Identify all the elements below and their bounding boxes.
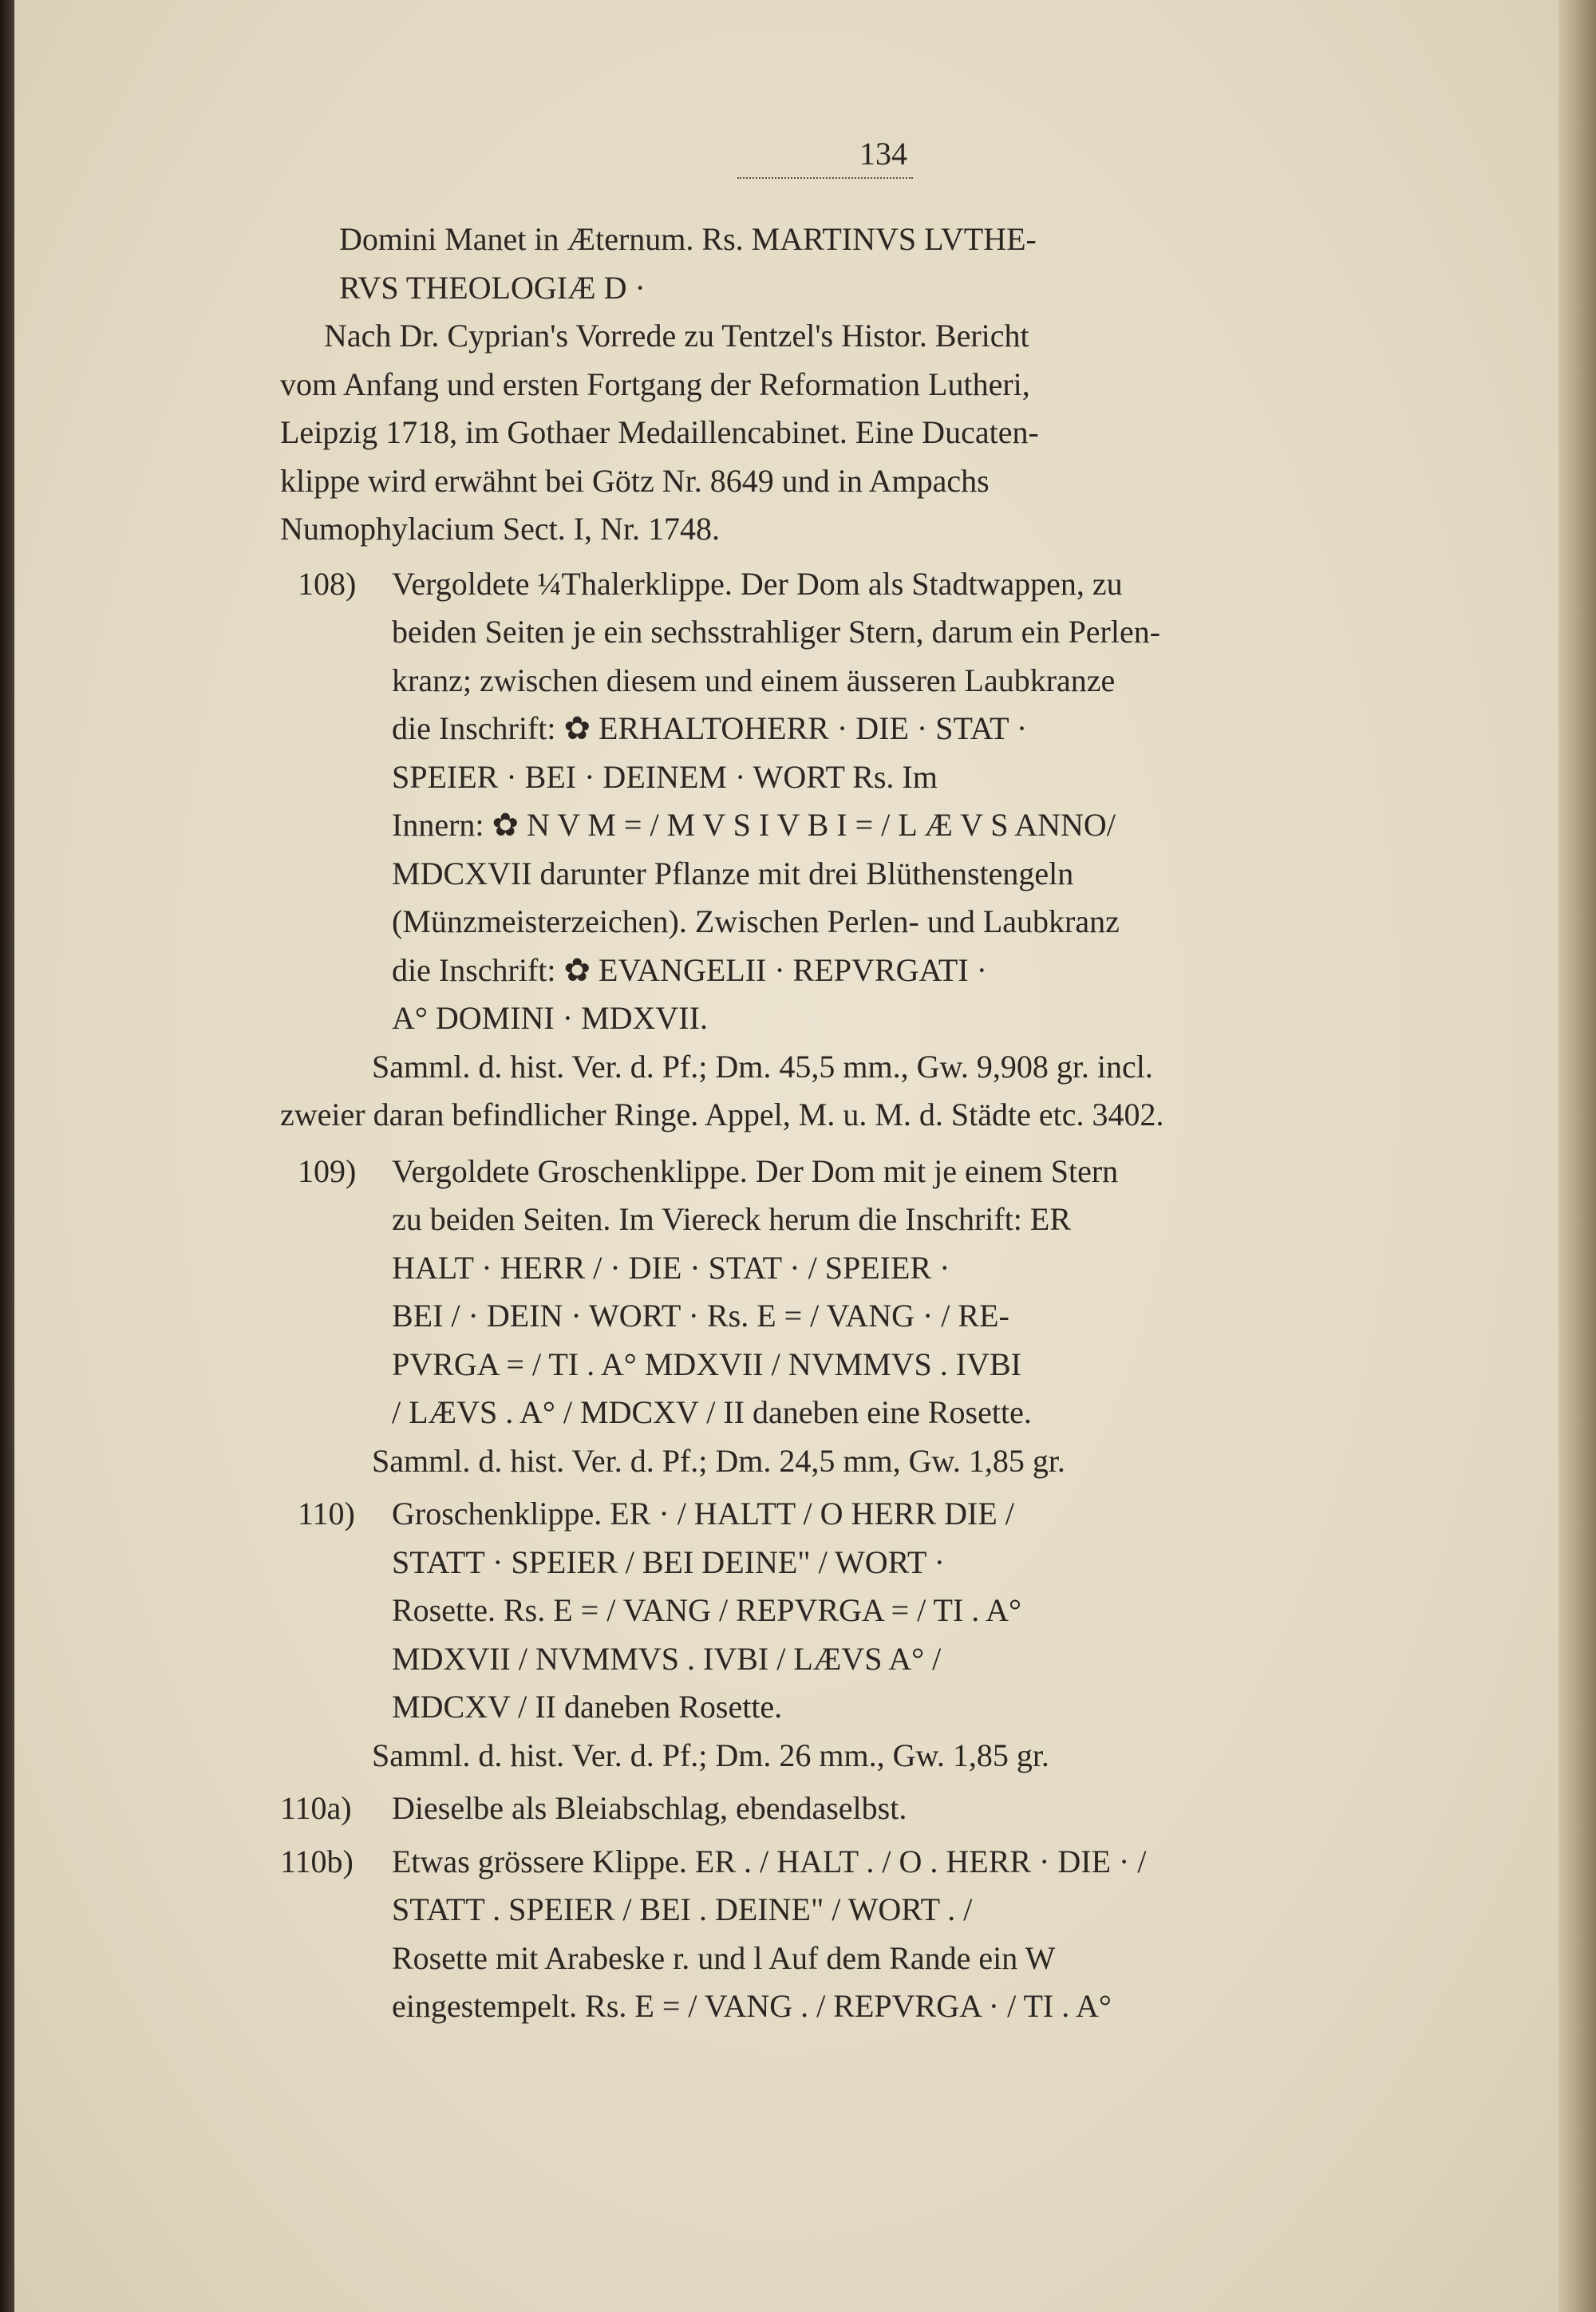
entry-number: 110) (298, 1496, 355, 1531)
text-line: MDXVII / NVMMVS . IVBI / LÆVS A° / (392, 1640, 942, 1677)
text-line: beiden Seiten je ein sechsstrahliger Stern, darum ein Perlen- (392, 614, 1161, 650)
intro-paragraph (280, 215, 1381, 554)
text-line: Numophylacium Sect. I, Nr. 1748. (280, 511, 721, 547)
text-line: Innern: ✿ N V M = / M V S I V B I = / L Æ V S ANNO/ (392, 807, 1116, 843)
entry-number: 108) (298, 565, 357, 602)
text-line: Samml. d. hist. Ver. d. Pf.; Dm. 24,5 mm, Gw. 1,85 gr. (372, 1442, 1065, 1479)
entry-number: 110a) (280, 1790, 352, 1826)
text-line: Groschenklippe. ER · / HALTT / O HERR DIE / (392, 1496, 1014, 1531)
catalog-entry-108 (280, 560, 1381, 1140)
text-line: kranz; zwischen diesem und einem äusseren Laubkranze (392, 662, 1116, 698)
text-line: MDCXVII darunter Pflanze mit drei Blüthenstengeln (392, 855, 1074, 891)
text-line: Vergoldete ¼Thalerklippe. Der Dom als Stadtwappen, zu (392, 565, 1123, 602)
page-number: 134 (859, 136, 907, 172)
text-line: MDCXV / II daneben Rosette. (392, 1689, 783, 1725)
text-line: Dieselbe als Bleiabschlag, ebendaselbst. (392, 1790, 907, 1826)
catalog-entry-109 (280, 1148, 1381, 1486)
text-line: zweier daran befindlicher Ringe. Appel, M. u. M. d. Städte etc. 3402. (280, 1097, 1164, 1132)
text-line: Nach Dr. Cyprian's Vorrede zu Tentzel's Histor. Bericht (324, 318, 1029, 354)
text-line: HALT · HERR / · DIE · STAT · / SPEIER · (392, 1249, 950, 1286)
scan-left-edge (0, 0, 14, 2312)
text-line: Samml. d. hist. Ver. d. Pf.; Dm. 45,5 mm., Gw. 9,908 gr. incl. (372, 1048, 1153, 1085)
text-line: A° DOMINI · MDXVII. (392, 1000, 708, 1036)
catalog-entry-110b (280, 1838, 1381, 2031)
text-line: die Inschrift: ✿ ERHALTOHERR · DIE · STAT · (392, 710, 1028, 746)
text-line: Leipzig 1718, im Gothaer Medaillencabinet. Eine Ducaten- (280, 414, 1039, 450)
text-line: zu beiden Seiten. Im Viereck herum die Inschrift: ER (392, 1201, 1072, 1237)
text-line: klippe wird erwähnt bei Götz Nr. 8649 und in Ampachs (280, 462, 990, 499)
text-line: STATT . SPEIER / BEI . DEINE" / WORT . / (392, 1891, 973, 1927)
text-line: die Inschrift: ✿ EVANGELII · REPVRGATI · (392, 951, 987, 988)
catalog-entry-110 (280, 1490, 1381, 1780)
text-line: SPEIER · BEI · DEINEM · WORT Rs. Im (392, 758, 938, 795)
text-line: Domini Manet in Æternum. Rs. MARTINVS LVTHE- (339, 221, 1037, 257)
text-line: PVRGA = / TI . A° MDXVII / NVMMVS . IVBI (392, 1346, 1021, 1382)
entry-number: 110b) (280, 1843, 354, 1879)
text-line: Vergoldete Groschenklippe. Der Dom mit je einem Stern (392, 1152, 1119, 1189)
scan-right-edge (1558, 0, 1596, 2312)
book-page (14, 0, 1558, 2312)
text-line: BEI / · DEIN · WORT · Rs. E = / VANG · / RE- (392, 1298, 1009, 1334)
text-line: (Münzmeisterzeichen). Zwischen Perlen- und Laubkranz (392, 903, 1120, 939)
text-line: vom Anfang und ersten Fortgang der Reformation Lutheri, (280, 366, 1030, 402)
text-line: STATT · SPEIER / BEI DEINE" / WORT · (392, 1543, 945, 1580)
decorative-rule (737, 177, 913, 179)
body-text (280, 215, 1381, 2031)
text-line: Etwas grössere Klippe. ER . / HALT . / O . HERR · DIE · / (392, 1843, 1147, 1879)
text-line: / LÆVS . A° / MDCXV / II daneben eine Rosette. (392, 1394, 1032, 1430)
entry-number: 109) (298, 1152, 357, 1189)
text-line: eingestempelt. Rs. E = / VANG . / REPVRGA · / TI . A° (392, 1988, 1112, 2024)
text-line: Rosette mit Arabeske r. und l Auf dem Rande ein W (392, 1939, 1056, 1976)
catalog-entry-110a (280, 1784, 1381, 1833)
text-line: Rosette. Rs. E = / VANG / REPVRGA = / TI . A° (392, 1592, 1021, 1628)
text-line: RVS THEOLOGIÆ D · (339, 269, 646, 306)
text-line: Samml. d. hist. Ver. d. Pf.; Dm. 26 mm., Gw. 1,85 gr. (372, 1737, 1049, 1773)
